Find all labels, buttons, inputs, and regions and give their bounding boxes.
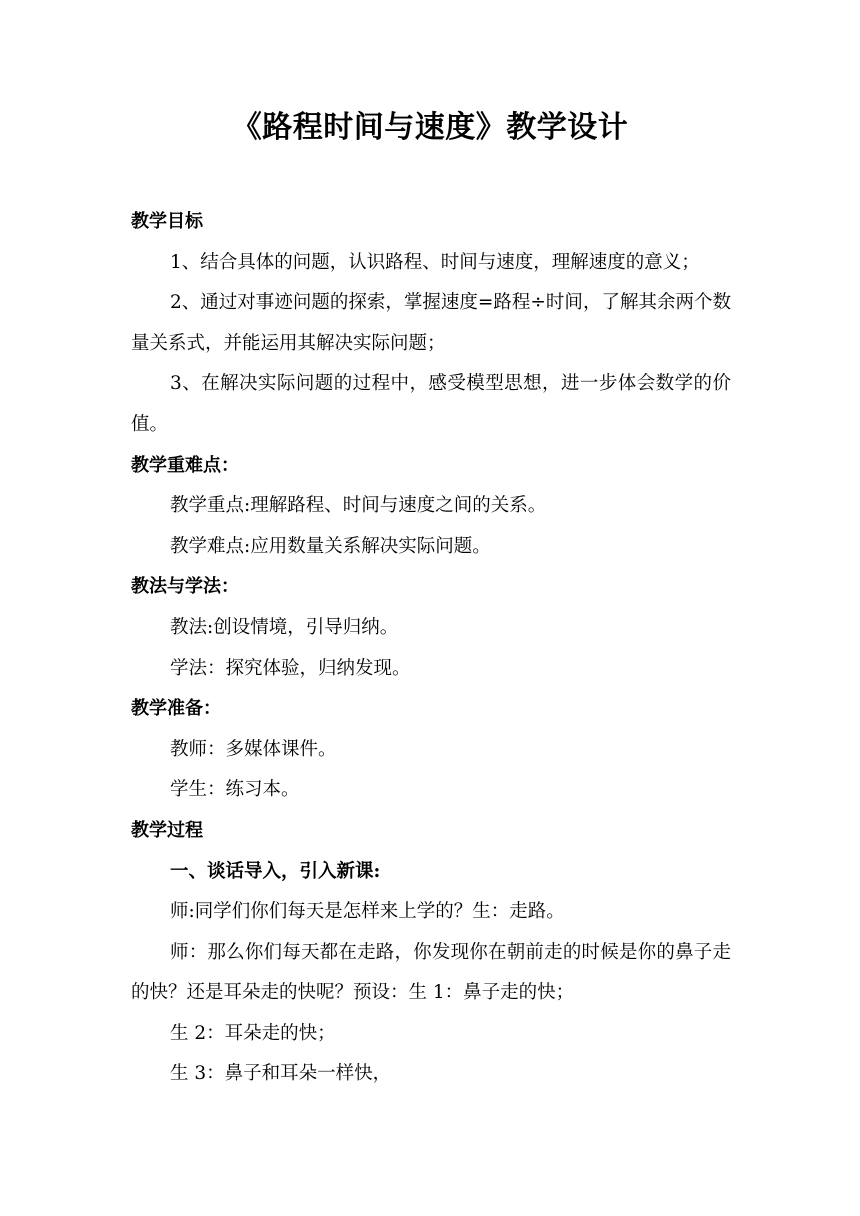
paragraph: 教学重点:理解路程、时间与速度之间的关系。 (170, 495, 547, 517)
paragraph: 1、结合具体的问题，认识路程、时间与速度，理解速度的意义； (170, 251, 700, 273)
paragraph: 教师：多媒体课件。 (170, 738, 337, 760)
paragraph: 学生：练习本。 (170, 779, 300, 801)
paragraph: 2、通过对事迹问题的探索，掌握速度=路程÷时间，了解其余两个数量关系式，并能运用其解决实际问题； (131, 292, 731, 354)
document-title: 《路程时间与速度》教学设计 (231, 110, 629, 145)
paragraph: 生 2：耳朵走的快； (170, 1022, 336, 1044)
section-heading-process: 教学过程 (131, 819, 203, 841)
paragraph: 学法：探究体验，归纳发现。 (170, 657, 411, 679)
section-heading-methods: 教法与学法： (131, 576, 239, 598)
paragraph: 教学难点:应用数量关系解决实际问题。 (170, 535, 491, 557)
section-heading-objectives: 教学目标 (131, 211, 203, 232)
paragraph: 3、在解决实际问题的过程中，感受模型思想，进一步体会数学的价值。 (131, 373, 731, 435)
subsection-heading: 一、谈话导入，引入新课: (170, 860, 381, 882)
paragraph: 教法:创设情境，引导归纳。 (170, 616, 399, 638)
paragraph: 师:同学们你们每天是怎样来上学的？生：走路。 (170, 901, 565, 923)
paragraph: 生 3：鼻子和耳朵一样快， (170, 1063, 392, 1085)
section-heading-key-points: 教学重难点： (131, 454, 239, 476)
document-body (131, 202, 731, 1095)
paragraph: 师：那么你们每天都在走路，你发现你在朝前走的时候是你的鼻子走的快？还是耳朵走的快呢？预设：生 1：鼻子走的快； (131, 941, 731, 1004)
section-heading-preparation: 教学准备： (131, 698, 221, 720)
